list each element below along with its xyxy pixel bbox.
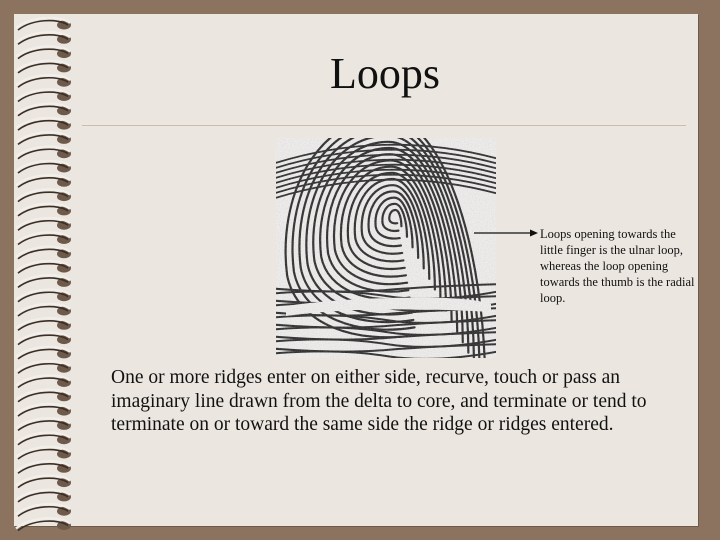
spiral-ring (16, 404, 71, 416)
spiral-ring (16, 332, 71, 344)
spiral-ring (16, 32, 71, 44)
spiral-ring (16, 361, 71, 373)
spiral-ring (16, 104, 71, 116)
spiral-ring (16, 275, 71, 287)
spiral-ring (16, 18, 71, 30)
loop-caption: Loops opening towards the little finger is the ulnar loop, whereas the loop opening towards the thumb is the radial loop. (540, 227, 695, 305)
spiral-ring (16, 175, 71, 187)
spiral-ring (16, 290, 71, 302)
spiral-ring (16, 204, 71, 216)
slide-title: Loops (330, 49, 440, 98)
spiral-ring (16, 232, 71, 244)
spiral-ring (16, 390, 71, 402)
spiral-ring (16, 461, 71, 473)
loop-definition: One or more ridges enter on either side, recurve, touch or pass an imaginary line drawn from the delta to core, and terminate or tend to terminate on or toward the same side the ridge or ridges entered. (111, 367, 647, 435)
spiral-ring (16, 375, 71, 387)
spiral-ring (16, 504, 71, 516)
spiral-ring (16, 318, 71, 330)
spiral-ring (16, 218, 71, 230)
spiral-ring (16, 61, 71, 73)
spiral-ring (16, 490, 71, 502)
spiral-ring (16, 75, 71, 87)
title-divider (82, 125, 686, 126)
spiral-ring (16, 475, 71, 487)
spiral-ring (16, 161, 71, 173)
spiral-ring (16, 118, 71, 130)
spiral-ring (16, 247, 71, 259)
spiral-ring (16, 46, 71, 58)
spiral-ring (16, 89, 71, 101)
spiral-ring (16, 132, 71, 144)
spiral-ring (16, 447, 71, 459)
spiral-ring (16, 304, 71, 316)
spiral-ring (16, 418, 71, 430)
spiral-ring (16, 347, 71, 359)
spiral-ring (16, 261, 71, 273)
spiral-ring (16, 189, 71, 201)
spiral-ring (16, 147, 71, 159)
spiral-ring (16, 433, 71, 445)
fingerprint-image (276, 138, 496, 358)
spiral-ring (16, 518, 71, 530)
spiral-binding (0, 0, 90, 540)
